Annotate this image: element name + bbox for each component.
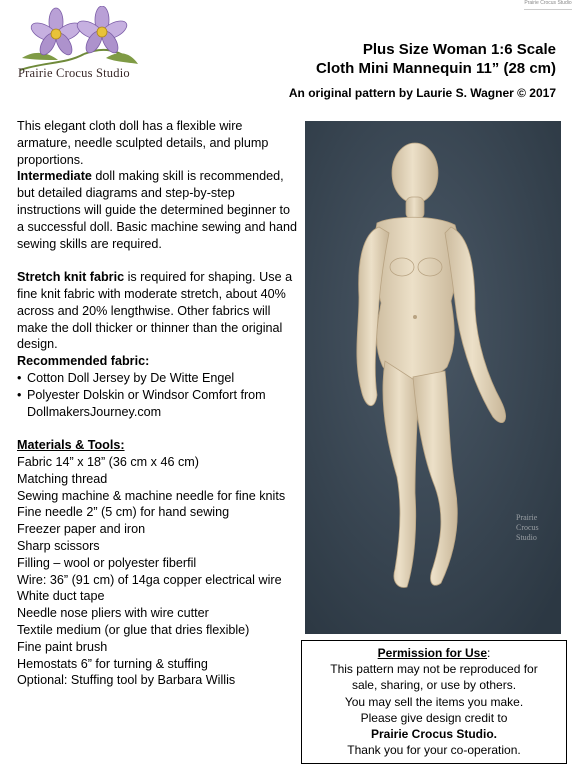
list-item: • Polyester Dolskin or Windsor Comfort from DollmakersJourney.com [17,387,299,421]
materials-list [17,454,299,689]
list-item: Fine needle 2” (5 cm) for hand sewing [17,505,230,520]
list-item: Needle nose pliers with wire cutter [17,606,209,621]
list-item: Freezer paper and iron [17,522,146,537]
intro-paragraph: This elegant cloth doll has a flexible wire armature, needle sculpted details, and plump proportions. [17,119,269,167]
list-item: • Cotton Doll Jersey by De Witte Engel [17,370,299,387]
design-credit: Prairie Crocus Studio. [370,727,498,742]
photo-watermark: Prairie Crocus Studio [516,513,539,542]
list-item: Sewing machine & machine needle for fine knits [17,488,286,503]
corner-watermark: Prairie Crocus Studio [524,0,572,10]
title-line-2: Cloth Mini Mannequin 11” (28 cm) [315,60,556,77]
doll-photo [305,121,561,634]
list-item: Fabric 14” x 18” (36 cm x 46 cm) [17,454,199,469]
fabric-paragraph: Stretch knit fabric is required for shaping. Use a fine knit fabric with moderate stretch, about 40% across and 20% lengthwise. Other fabrics will make the doll thicker or thinner than the original design. [17,270,293,352]
permission-line: This pattern may not be reproduced for [330,662,538,677]
permission-line: You may sell the items you make. [344,694,524,709]
permission-box [301,640,567,764]
permission-line: Please give design credit to [360,710,508,725]
skill-paragraph: Intermediate doll making skill is recommended, but detailed diagrams and step-by-step instructions will guide the determined beginner to a successful doll. Basic machine sewing and hand sewing skills are required. [17,169,298,251]
permission-heading: Permission for Use: [377,646,491,660]
author-byline: An original pattern by Laurie S. Wagner © 2017 [288,86,556,100]
list-item: Filling – wool or polyester fiberfil [17,555,197,570]
thanks-line: Thank you for your co-operation. [347,743,521,758]
permission-line: sale, sharing, or use by others. [351,678,517,693]
list-item: Fine paint brush [17,639,108,654]
list-item: Sharp scissors [17,538,100,553]
fabric-list [17,370,299,420]
list-item: Wire: 36” (91 cm) of 14ga copper electrical wire [17,572,282,587]
list-item: Textile medium (or glue that dries flexible) [17,622,250,637]
fabric-heading: Recommended fabric: [17,354,150,369]
page-title [316,40,556,78]
doll-figure [305,121,561,634]
logo-text: Prairie Crocus Studio [18,66,130,80]
list-item: Hemostats 6” for turning & stuffing [17,656,208,671]
list-item: Matching thread [17,471,108,486]
list-item: Optional: Stuffing tool by Barbara Willis [17,673,236,688]
fabric-requirement: Stretch knit fabric [17,270,125,285]
skill-level: Intermediate [17,169,92,184]
materials-heading: Materials & Tools: [17,438,125,453]
description-column [17,118,299,689]
list-item: White duct tape [17,589,105,604]
title-line-1: Plus Size Woman 1:6 Scale [362,41,556,58]
